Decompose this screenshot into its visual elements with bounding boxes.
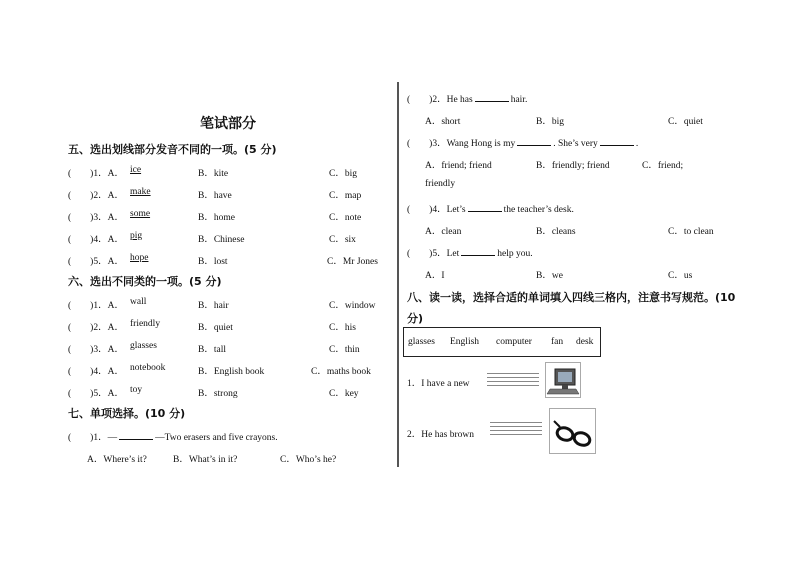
section-6-heading: 六、选出不同类的一项。(5 分) bbox=[68, 275, 222, 288]
sec7-question-1: ( )1．— —Two erasers and five crayons. bbox=[68, 433, 278, 443]
answer-blank[interactable] bbox=[119, 431, 153, 440]
glasses-picture bbox=[549, 408, 596, 454]
answer-blank[interactable] bbox=[517, 137, 551, 146]
answer-blank[interactable] bbox=[468, 203, 502, 212]
answer-blank[interactable] bbox=[600, 137, 634, 146]
section-8-heading-cont: 分) bbox=[407, 312, 424, 325]
sec7-q3-option-c-cont: friendly bbox=[425, 179, 456, 189]
section-5-heading: 五、选出划线部分发音不同的一项。(5 分) bbox=[68, 143, 277, 156]
word-bank bbox=[403, 327, 601, 357]
glasses-icon bbox=[550, 409, 595, 453]
computer-icon bbox=[546, 363, 580, 397]
word-bank-item: computer bbox=[496, 337, 532, 347]
sec8-question-2: 2．He has brown bbox=[407, 430, 475, 440]
word-bank-item: fan bbox=[551, 337, 564, 347]
section-7-heading: 七、单项选择。(10 分) bbox=[68, 407, 186, 420]
computer-picture bbox=[545, 362, 581, 398]
word-bank-item: desk bbox=[576, 337, 594, 347]
sec8-question-1: 1．I have a new bbox=[407, 379, 470, 389]
answer-blank[interactable] bbox=[475, 93, 509, 102]
four-line-grid[interactable] bbox=[487, 373, 539, 389]
sec7-question-3: ( )3．Wang Hong is my . She’s very . bbox=[407, 139, 639, 149]
four-line-grid[interactable] bbox=[490, 422, 542, 438]
sec7-question-4: ( )4．Let’s the teacher’s desk. bbox=[407, 205, 574, 215]
section-8-heading: 八、读一读，选择合适的单词填入四线三格内，注意书写规范。(10 bbox=[407, 291, 736, 304]
exam-page: 笔试部分 五、选出划线部分发音不同的一项。(5 分) ( )1．A． ice B．kite C．big ( )2．A． make B．have C．map ( )3．A． some B．home C．note ( )4．A． pig B．Chinese C．six ( )5．A． hope B．lost C．Mr Jones 六、选出不同类的一项。(5 分) ( )1．A． wall B．hair C．window ( )2．A． friendly B．quiet C．his ( )3．A． glasses B．tall C．thin ( )4．A． notebook B．English book C．maths book ( )5．A． toy B．strong C．key 七、单项选择。(10 分) ( )1．— —Two erasers and five crayons. A．Where’s it? B．What’s in it? C．Who’s he? ( )2．He has hair. A．short B．big C．quiet ( )3．Wang Hong is my . She’s very . A．friend; friend B．friendly; friend C．friend; friendly ( )4．Let’s the teacher’s desk. A．clean B．cleans C．to clean ( )5．Let help you. A．I B．we C．us 八、读一读，选择合适的单词填入四线三格内，注意书写规范。(10 分) glasses English computer fan desk 1．I have a new 2．He has brown bbox=[0, 0, 794, 561]
word-bank-item: English bbox=[450, 337, 480, 347]
answer-blank[interactable] bbox=[461, 247, 495, 256]
page-title: 笔试部分 bbox=[200, 116, 256, 132]
column-divider bbox=[397, 82, 399, 467]
sec7-question-5: ( )5．Let help you. bbox=[407, 249, 533, 259]
sec7-question-2: ( )2．He has hair. bbox=[407, 95, 528, 105]
word-bank-item: glasses bbox=[408, 337, 435, 347]
